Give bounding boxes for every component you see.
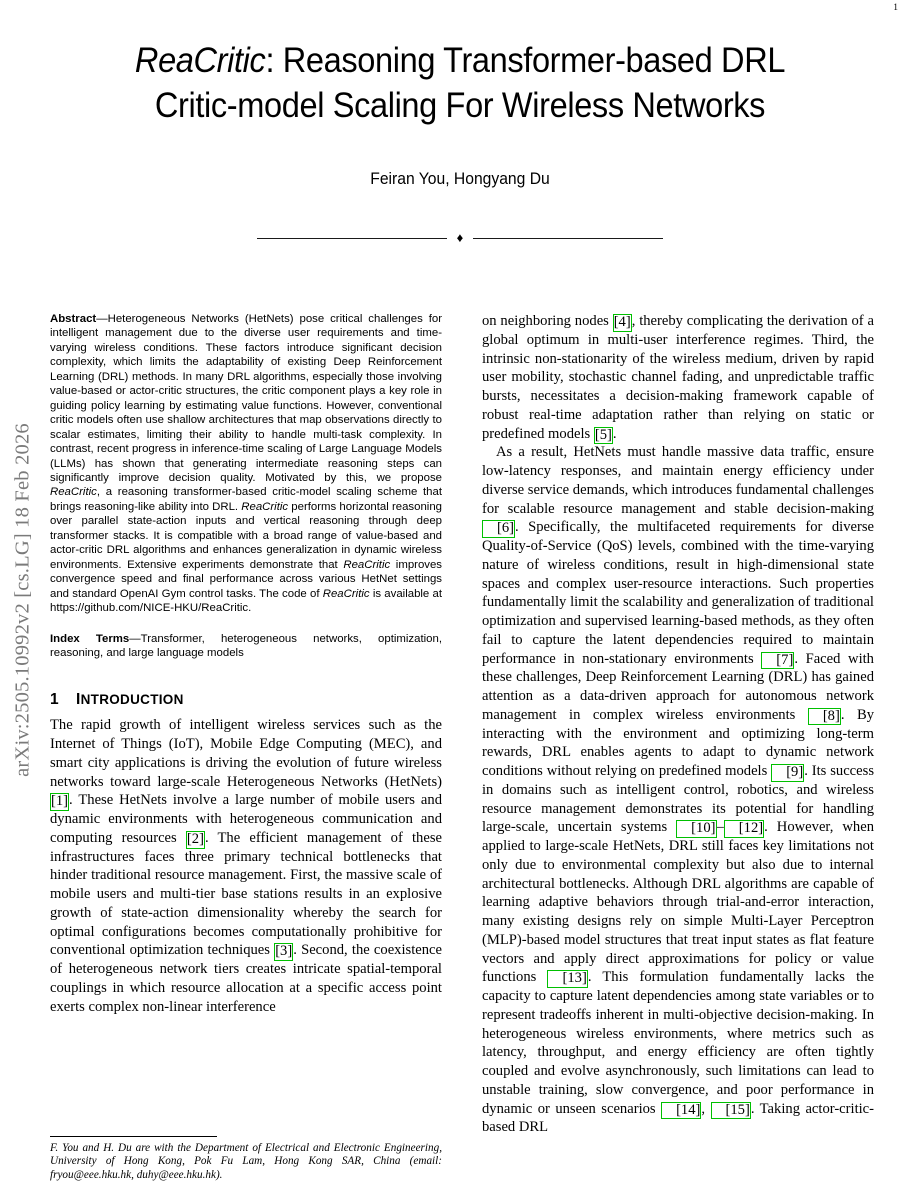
index-terms-dash: —: [129, 632, 141, 645]
section-title-first-letter: I: [76, 691, 81, 709]
right-p2-d: . By interacting with the environment and optimizing long-term rewards, DRL enables agents to adapt to dynamic network conditions without relying on predefined models: [482, 706, 874, 779]
intro-text-b: . These HetNets involve a large number of mobile users and dynamic environments with heterogeneous communication and computing resources: [50, 792, 442, 846]
abstract-text-2: , a reasoning transformer-based critic-model scaling scheme that brings reasoning-like ability into DRL.: [50, 486, 442, 513]
footnote-rule: [50, 1136, 217, 1137]
intro-text-a: The rapid growth of intelligent wireless services such as the Internet of Things (IoT), Mobile Edge Computing (MEC), and smart city applications is driving the evolution of future wireless networks toward large-scale Heterogeneous Networks (HetNets): [50, 717, 442, 790]
abstract-paragraph: [50, 312, 442, 616]
page-number: 1: [893, 3, 898, 13]
ornament-divider: [46, 232, 874, 245]
title-line2: Critic-model Scaling For Wireless Networks: [154, 86, 766, 125]
intro-paragraph-right-1: [482, 312, 874, 443]
abstract-text-1: Heterogeneous Networks (HetNets) pose critical challenges for intelligent management due to the diverse user requirements and time-varying wireless conditions. These factors introduce significant decision complexity, which limits the adaptability of existing Deep Reinforcement Learning (DRL) methods. In many DRL algorithms, especially those involving value-based or actor-critic structures, the critic component plays a key role in guiding policy learning by estimating value functions. However, conventional critic models often use shallow architectures that map observations directly to scalar estimates, limiting their ability to handle multi-task complexity. In contrast, recent progress in inference-time scaling of Large Language Models (LLMs) has shown that generating intermediate reasoning steps can significantly improve decision quality. Motivated by this, we propose: [50, 313, 442, 484]
two-column-body: [50, 312, 874, 1192]
abstract-em-3: ReaCritic: [343, 558, 391, 571]
abstract-em-4: ReaCritic: [322, 587, 370, 600]
citation-separator: ,: [701, 1100, 711, 1117]
title-emphasis: ReaCritic: [134, 41, 266, 80]
citation-link-15[interactable]: [15]: [711, 1102, 751, 1120]
citation-link-10[interactable]: [10]: [676, 820, 716, 838]
right-p2-g: . This formulation fundamentally lacks the capacity to capture latent dependencies among state variables or to represent tradeoffs inherent in multi-objective decision-making. In heterogeneous wireless environments, where metrics such as latency, throughput, and energy efficiency are often tightly coupled and evolve asynchronously, such limitations can lead to unstable training, slow convergence, and poor performance in dynamic or unseen scenarios: [482, 969, 874, 1117]
abstract-text-4: improves convergence speed and final performance across various HetNet settings and standard OpenAI Gym control tasks. The code of: [50, 558, 443, 600]
citation-link-3[interactable]: [3]: [275, 943, 293, 960]
right-p2-a: As a result, HetNets must handle massive data traffic, ensure low-latency responses, and maintain energy efficiency under diverse service demands, which introduces fundamental challenges for scalable resource management and stable decision-making: [482, 444, 874, 517]
right-column: [482, 312, 874, 1137]
abstract-em-2: ReaCritic: [241, 500, 289, 513]
right-text-c: .: [612, 425, 617, 442]
citation-link-9[interactable]: [9]: [771, 764, 804, 782]
title-line1-rest: : Reasoning Transformer-based DRL: [265, 41, 786, 80]
section-title: [76, 691, 184, 709]
right-p2-h: . Taking actor-critic-based DRL: [482, 1100, 875, 1136]
citation-link-6[interactable]: [6]: [482, 520, 515, 538]
abstract-text-5: is available at https://github.com/NICE-HKU/ReaCritic.: [50, 587, 443, 615]
intro-paragraph-right-2: [482, 443, 874, 1137]
abstract-dash: —: [96, 313, 108, 325]
divider-rule-right: [473, 238, 663, 239]
section-number: 1: [50, 691, 59, 709]
abstract-label: Abstract: [50, 313, 97, 325]
citation-link-2[interactable]: [2]: [186, 830, 204, 847]
section-title-rest: NTRODUCTION: [80, 692, 184, 708]
citation-link-7[interactable]: [7]: [761, 652, 794, 670]
title-block: [46, 38, 874, 189]
abstract-text-3: performs horizontal reasoning over parallel state-action inputs and vertical reasoning through deep transformer stacks. It is compatible with a broad range of value-based and actor-critic DRL algorithms and enhances generalization in dynamic wireless environments. Extensive experiments demonstrate that: [50, 500, 442, 571]
citation-link-1[interactable]: [1]: [51, 793, 69, 810]
page-title: [75, 38, 845, 128]
right-text-a: on neighboring nodes: [482, 313, 613, 329]
index-terms-text: Transformer, heterogeneous networks, optimization, reasoning, and large language models: [50, 632, 442, 659]
citation-range-dash: –: [716, 819, 724, 836]
arxiv-stamp-text: arXiv:2505.10992v2 [cs.LG] 18 Feb 2026: [11, 423, 34, 777]
intro-text-c: . The efficient management of these infrastructures faces three primary technical bottlenecks that hinder traditional resource management. First, the massive scale of mobile users and multi-tier base stations results in an explosive growth of state-action dimensionality whereby the search for optimal configurations becomes computationally prohibitive for conventional optimization techniques: [50, 829, 442, 959]
citation-link-8[interactable]: [8]: [808, 708, 841, 726]
intro-paragraph-left: [50, 716, 442, 1016]
citation-link-5[interactable]: [5]: [594, 426, 612, 443]
intro-text-d: . Second, the coexistence of heterogeneous network tiers creates intricate spatial-temporal couplings in which resource allocation at a specific access point exerts complex non-linear interference: [50, 942, 442, 1015]
index-terms-label: Index Terms: [50, 632, 130, 645]
right-text-b: , thereby complicating the derivation of a global optimum in multi-user interference regimes. Third, the intrinsic non-stationarity of the wireless medium, driven by rapid user mobility, stochastic channel fading, and unpredictable traffic bursts, necessitates a decision-making framework capable of robust real-time adaptation rather than relying on static or predefined models: [482, 313, 874, 442]
left-column: [50, 312, 442, 1016]
right-p2-e: . Its success in domains such as intelligent control, robotics, and wireless resource management demonstrates its potential for handling large-scale, uncertain systems: [482, 763, 874, 836]
divider-rule-left: [257, 238, 447, 239]
abstract-em-1: ReaCritic: [50, 486, 97, 499]
citation-link-13[interactable]: [13]: [547, 970, 587, 988]
citation-link-12[interactable]: [12]: [724, 820, 764, 838]
arxiv-stamp: [0, 0, 46, 1200]
section-heading-introduction: [50, 691, 442, 709]
right-p2-c: . Faced with these challenges, Deep Reinforcement Learning (DRL) has gained attention as a data-driven approach for autonomous network management in complex wireless environments: [482, 650, 874, 723]
diamond-icon: ♦: [456, 230, 464, 245]
citation-link-4[interactable]: [4]: [613, 314, 631, 330]
right-p2-f: . However, when applied to large-scale HetNets, DRL still faces key limitations not only due to environmental complexity but also due to internal architectural bottlenecks. Although DRL algorithms are capable of learning adaptive behaviors through trial-and-error interaction, many existing designs rely on simple Multi-Layer Perceptron (MLP)-based model structures that treat input states as flat feature vectors and apply direct approximations for policy or value functions: [482, 819, 874, 986]
footnote-block: [50, 1136, 442, 1182]
right-p2-b: . Specifically, the multifaceted requirements for diverse Quality-of-Service (QoS) levels, combined with the time-varying nature of wireless conditions, result in high-dimensional state spaces and complex user-resource interactions. Such properties fundamentally limit the scalability and generalization of traditional optimization and supervised learning-based methods, as they often fail to capture the latent dependencies required to maintain performance in non-stationary environments: [482, 519, 874, 667]
author-list: Feiran You, Hongyang Du: [370, 170, 550, 188]
footnote-text: F. You and H. Du are with the Department of Electrical and Electronic Engineering, University of Hong Kong, Pok Fu Lam, Hong Kong SAR, China (email: fryou@eee.hku.hk, duhy@eee.hku.hk).: [50, 1142, 442, 1181]
index-terms-paragraph: [50, 632, 442, 661]
citation-link-14[interactable]: [14]: [661, 1102, 701, 1120]
